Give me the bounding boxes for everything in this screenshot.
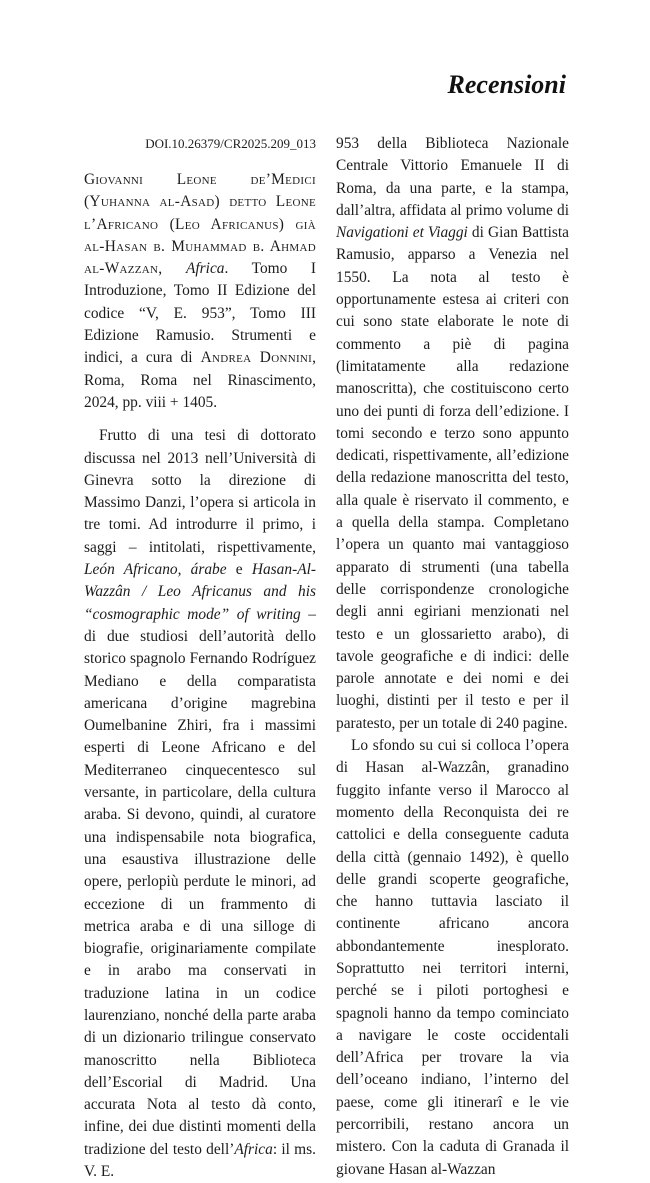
paragraph-1 — [84, 425, 316, 1183]
doi: DOI.10.26379/CR2025.209_013 — [145, 136, 316, 151]
text-run: di Gian Battista Ramusio, apparso a Venezia nel 1550. La nota al testo è opportunamente estesa ai criteri con cui sono state elaborate le note di commento a piè di pagina (limitatamente alla redazione manoscritta), che costituiscono certo uno dei punti di forza dell’edizione. I tomi secondo e terzo sono appunto dedicati, rispettivamente, all’edizione della redazione manoscritta del testo, alla quale è riservato il commento, e a quella della stampa. Completano l’opera un quanto mai vantaggioso apparato di strumenti (una tabella delle corrispondenze cronologiche degli anni egiriani menzionati nel testo e un glossarietto arabo), di tavole geografiche e di indici: delle parole annotate e dei nomi e dei luoghi, distinti per il testo e per il paratesto, per un totale di 240 pagine. — [336, 224, 569, 732]
paragraph-2 — [336, 133, 569, 735]
italic-title: Navigationi et Viaggi — [336, 224, 468, 242]
citation-author: Giovanni Leone de’Medici (Yuhanna al-Asad) detto Leone l’Africano (Leo Africanus) già al-Hasan b. Muhammad b. Ahmad al-Wazzan, — [84, 171, 316, 278]
text-run: 953 della Biblioteca Nazionale Centrale Vittorio Emanuele II di Roma, da una parte, e la stampa, dall’altra, affidata al primo volume di — [336, 135, 569, 219]
paragraph-3: Lo sfondo su cui si colloca l’opera di Hasan al-Wazzân, granadino fuggito infante verso il Marocco al momento della Reconquista dei re cattolici e della conseguente caduta della città (gennaio 1492), è quello delle grandi scoperte geografiche, che hanno tuttavia lasciato il continente africano ancora abbondantemente inesplorato. Soprattutto nei territori interni, perché se i piloti portoghesi e spagnoli hanno da tempo cominciato a navigare le coste occidentali dell’Africa per trovare la via dell’oceano indiano, l’interno del paese, come gli itinerarî e le vie percorribili, restano ancora un mistero. Con la caduta di Granada il giovane Hasan al-Wazzan — [336, 737, 569, 1178]
citation-details: . Tomo I Introduzione, Tomo II Edizione del codice “V, E. 953”, Tomo III Edizione Ramusio. Strumenti e indici, a cura di — [84, 260, 316, 367]
text-run: – di due studiosi dell’autorità dello storico spagnolo Fernando Rodríguez Mediano e della comparatista americana d’origine magrebina Oumelbanine Zhiri, fra i massimi esperti di Leone Africano e del Mediterraneo cinquecentesco sul versante, in particolare, della cultura araba. Si devono, quindi, al curatore una indispensabile nota biografica, una esaustiva illustrazione delle opere, perlopiù perdute le minori, ad eccezione di un frammento di metrica araba e di una silloge di biografie, originariamente compilate e in arabo ma conservati in traduzione latina in un codice laurenziano, nonché della parte araba di un dizionario trilingue conservato manoscritto nella Biblioteca dell’Escorial di Madrid. Una accurata Nota al testo dà conto, infine, dei due distinti momenti della tradizione del testo dell’ — [84, 605, 316, 1158]
text-run: Frutto di una tesi di dottorato discussa nel 2013 nell’Università di Ginevra sotto la direzione di Massimo Danzi, l’opera si articola in tre tomi. Ad introdurre il primo, i saggi – intitolati, rispettivamente, — [84, 427, 316, 556]
bibliographic-citation — [84, 169, 316, 414]
italic-title: León Africano, árabe — [84, 561, 227, 579]
column-left — [84, 133, 316, 1183]
section-header: Recensioni — [447, 70, 566, 99]
citation-title: Africa — [186, 260, 225, 278]
italic-title: Africa — [234, 1140, 273, 1158]
italic-title: Hasan-Al-Wazzân / Leo Africanus and his “cosmographic mode” of writing — [84, 561, 316, 623]
text-run: e — [235, 561, 243, 579]
text-run: : il ms. V. E. — [84, 1140, 316, 1181]
citation-editor: Andrea Donnini — [200, 349, 313, 367]
column-right — [336, 133, 569, 1181]
citation-publisher: , Roma, Roma nel Rinascimento, 2024, pp. viii + 1405. — [84, 349, 316, 411]
